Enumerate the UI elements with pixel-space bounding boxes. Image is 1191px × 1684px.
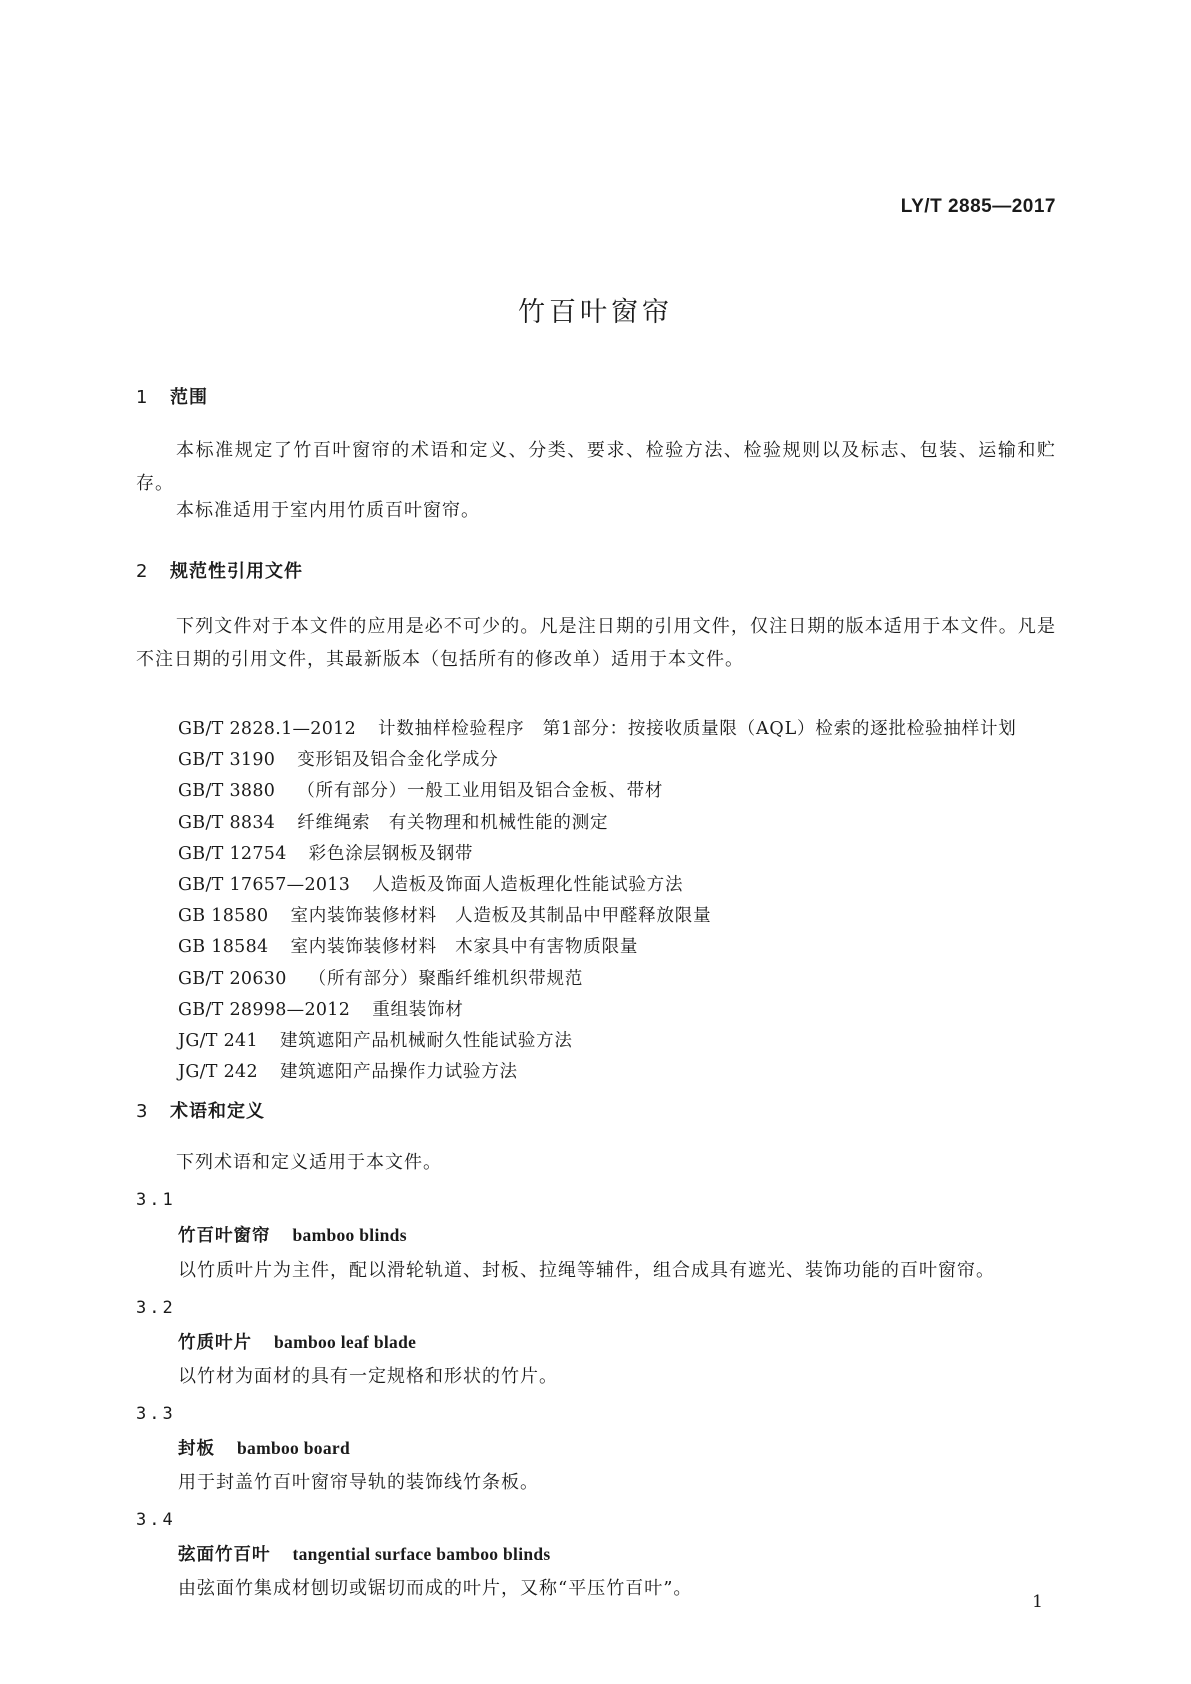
reference-title: （所有部分）一般工业用铝及铝合金板、带材 [297,781,664,802]
reference-list [178,714,1017,1088]
term-en: bamboo blinds [292,1225,407,1245]
term-en: bamboo board [237,1438,351,1458]
reference-item [178,964,1017,995]
reference-item [178,932,1017,963]
paragraph: 下列文件对于本文件的应用是必不可少的。凡是注日期的引用文件，仅注日期的版本适用于本文件。凡是不注日期的引用文件，其最新版本（包括所有的修改单）适用于本文件。 [136,616,1056,670]
term-name [178,1222,407,1247]
reference-code: GB/T 17657—2013 [178,875,351,896]
term-zh: 竹质叶片 [178,1333,252,1353]
reference-code: GB/T 28998—2012 [178,999,351,1020]
section-number: 1 [136,387,149,408]
reference-item [178,839,1017,870]
section-title: 术语和定义 [170,1101,265,1122]
term-number: 3.1 [136,1190,176,1210]
reference-code: JG/T 241 [178,1031,258,1052]
reference-item [178,870,1017,901]
term-definition: 用于封盖竹百叶窗帘导轨的装饰线竹条板。 [178,1472,539,1493]
reference-code: GB/T 3190 [178,750,276,771]
paragraph: 本标准适用于室内用竹质百叶窗帘。 [176,500,480,521]
reference-code: GB 18580 [178,906,269,927]
standard-code: LY/T 2885—2017 [900,196,1056,217]
reference-title: 室内装饰装修材料 木家具中有害物质限量 [290,937,639,958]
reference-item [178,1026,1017,1057]
document-title: 竹百叶窗帘 [518,297,673,328]
reference-code: GB/T 20630 [178,968,287,989]
reference-title: （所有部分）聚酯纤维机织带规范 [308,968,584,989]
reference-item [178,995,1017,1026]
term-definition: 由弦面竹集成材刨切或锯切而成的叶片，又称“平压竹百叶”。 [178,1578,693,1599]
term-definition: 以竹材为面材的具有一定规格和形状的竹片。 [178,1366,558,1387]
reference-title: 人造板及饰面人造板理化性能试验方法 [372,875,684,896]
reference-title: 彩色涂层钢板及钢带 [308,843,474,864]
reference-item [178,901,1017,932]
section-number: 3 [136,1101,149,1122]
reference-code: GB/T 8834 [178,812,276,833]
section-2-heading [136,557,303,583]
section-number: 2 [136,561,149,582]
paragraph: 下列术语和定义适用于本文件。 [176,1152,442,1173]
reference-title: 室内装饰装修材料 人造板及其制品中甲醛释放限量 [290,906,712,927]
reference-title: 计数抽样检验程序 第1部分：按接收质量限（AQL）检索的逐批检验抽样计划 [378,719,1017,739]
reference-code: GB/T 12754 [178,843,287,864]
term-number: 3.4 [136,1510,176,1530]
term-definition: 以竹质叶片为主件，配以滑轮轨道、封板、拉绳等辅件，组合成具有遮光、装饰功能的百叶窗帘。 [178,1260,995,1281]
term-zh: 封板 [178,1439,215,1459]
term-zh: 弦面竹百叶 [178,1545,271,1565]
reference-item [178,776,1017,807]
reference-code: JG/T 242 [178,1062,258,1083]
page-number: 1 [1032,1592,1043,1612]
reference-title: 纤维绳索 有关物理和机械性能的测定 [297,812,609,833]
term-name [178,1329,416,1354]
reference-code: GB/T 3880 [178,781,276,802]
term-number: 3.2 [136,1298,176,1318]
reference-title: 重组装饰材 [372,999,464,1020]
term-number: 3.3 [136,1404,176,1424]
reference-title: 变形铝及铝合金化学成分 [297,750,499,771]
section-title: 规范性引用文件 [170,561,303,582]
reference-code: GB/T 2828.1—2012 [178,719,357,739]
reference-item [178,808,1017,839]
term-zh: 竹百叶窗帘 [178,1226,271,1246]
section-1-heading [136,383,208,409]
reference-code: GB 18584 [178,937,269,958]
term-en: tangential surface bamboo blinds [292,1544,551,1564]
paragraph: 本标准规定了竹百叶窗帘的术语和定义、分类、要求、检验方法、检验规则以及标志、包装、运输和贮存。 [136,440,1056,494]
reference-item [178,1057,1017,1088]
section-3-heading [136,1097,265,1123]
reference-title: 建筑遮阳产品操作力试验方法 [279,1062,518,1083]
term-name [178,1541,551,1566]
reference-title: 建筑遮阳产品机械耐久性能试验方法 [279,1031,573,1052]
term-en: bamboo leaf blade [274,1332,417,1352]
reference-item [178,714,1017,745]
reference-item [178,745,1017,776]
term-name [178,1435,350,1460]
section-title: 范围 [170,387,208,408]
